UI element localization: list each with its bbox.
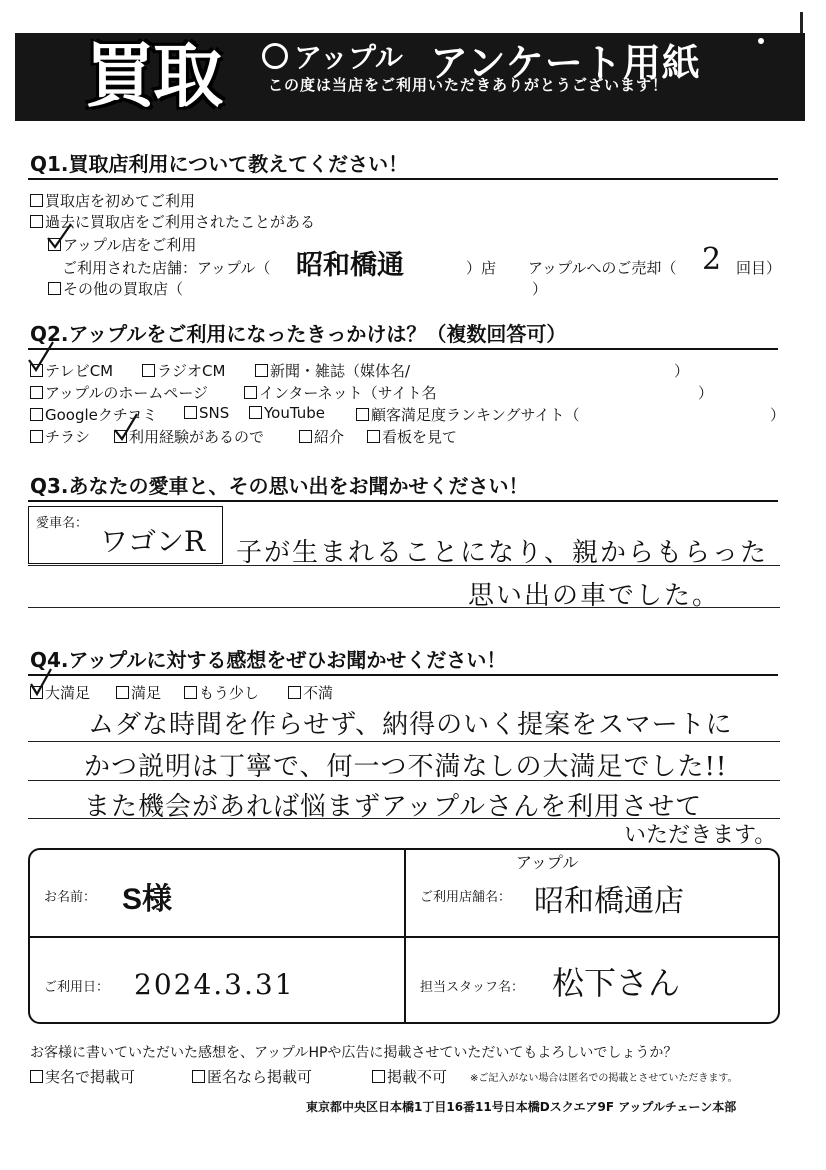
q4-option-somewhat[interactable]	[184, 682, 259, 703]
q2-option-label: 顧客満足度ランキングサイト（	[371, 406, 580, 424]
q2-option-tvcm[interactable]	[30, 360, 113, 381]
checkbox[interactable]	[30, 386, 43, 399]
q1-count-suffix: 回目）	[736, 259, 782, 277]
q1-count-prefix: アップルへのご売却（	[528, 259, 677, 277]
consent-option-label: 匿名なら掲載可	[207, 1068, 313, 1086]
page-title: アンケート用紙	[430, 41, 701, 85]
q2-option-label: SNS	[199, 404, 230, 422]
q2-option-label: チラシ	[45, 428, 91, 446]
q2-row3-close: ）	[770, 406, 786, 424]
checkbox[interactable]	[255, 364, 268, 377]
staff-handwriting[interactable]: 松下さん	[552, 964, 681, 1002]
checkbox[interactable]	[244, 386, 257, 399]
q4-line	[28, 741, 780, 742]
q2-option-signboard[interactable]	[367, 426, 457, 447]
q4-option-label: 満足	[131, 684, 162, 702]
checkbox[interactable]	[30, 430, 43, 443]
checkbox[interactable]	[184, 686, 197, 699]
q1-option-apple-label: アップル店をご利用	[63, 236, 197, 254]
q1-option-other-close: ）	[532, 280, 548, 298]
q1-store-prefix: ご利用された店舗：アップル（	[62, 259, 271, 277]
name-label: お名前：	[44, 890, 97, 905]
q1-store-suffix: ）店	[466, 259, 497, 277]
q2-option-label: ラジオCM	[157, 362, 226, 380]
q2-row2-close: ）	[698, 384, 714, 402]
car-name-handwriting[interactable]: ワゴンR	[100, 525, 206, 558]
store-name-handwriting[interactable]: 昭和橋通店	[534, 884, 684, 919]
q1-option-first[interactable]	[30, 190, 195, 211]
q4-comment-line3[interactable]: また機会があれば悩まずアップルさんを利用させて	[84, 792, 703, 822]
q2-option-ranking[interactable]	[356, 404, 580, 425]
checkbox[interactable]	[288, 686, 301, 699]
consent-option-label: 掲載不可	[387, 1068, 448, 1086]
q1-title: Q1.買取店利用について教えてください！	[30, 152, 409, 176]
checkmark-icon	[112, 412, 140, 442]
checkbox[interactable]	[372, 1070, 385, 1083]
q2-option-label: アップルのホームページ	[45, 384, 209, 402]
q2-option-label: 看板を見て	[382, 428, 458, 446]
q2-option-newspaper[interactable]	[255, 360, 410, 381]
q2-option-label: インターネット（サイト名	[259, 384, 437, 402]
decor-dot	[758, 38, 764, 44]
q2-option-homepage[interactable]	[30, 382, 208, 403]
staff-label: 担当スタッフ名：	[420, 980, 525, 995]
checkbox[interactable]	[30, 364, 43, 377]
q2-option-flyer[interactable]	[30, 426, 90, 447]
q2-option-label: YouTube	[264, 404, 325, 422]
q4-option-label: もう少し	[199, 684, 260, 702]
kaitori-logo-text: 買取	[85, 35, 221, 117]
q1-option-other-label: その他の買取店（	[63, 280, 184, 298]
q2-rule	[28, 348, 778, 350]
store-name-label: ご利用店舗名：	[420, 890, 512, 905]
q4-option-label: 不満	[303, 684, 334, 702]
card-divider-horizontal	[28, 936, 780, 938]
store-name-small[interactable]: アップル	[516, 853, 579, 872]
scan-mark	[800, 12, 803, 34]
q1-count-handwriting[interactable]: 2	[702, 242, 722, 277]
q1-rule	[28, 178, 778, 180]
q3-title: Q3.あなたの愛車と、その思い出をお聞かせください！	[30, 474, 529, 498]
checkbox[interactable]	[30, 408, 43, 421]
q1-option-past-label: 過去に買取店をご利用されたことがある	[45, 213, 316, 231]
consent-option-real-name[interactable]	[30, 1066, 135, 1087]
name-value[interactable]: S様	[122, 883, 173, 916]
q2-option-label: テレビCM	[45, 362, 114, 380]
checkbox[interactable]	[30, 1070, 43, 1083]
q4-option-label: 大満足	[45, 684, 91, 702]
checkbox[interactable]	[142, 364, 155, 377]
q4-option-dissatisfied[interactable]	[288, 682, 333, 703]
q4-title: Q4.アップルに対する感想をぜひお聞かせください！	[30, 648, 507, 672]
q1-store-handwriting[interactable]: 昭和橋通	[296, 250, 404, 281]
consent-option-label: 実名で掲載可	[45, 1068, 136, 1086]
q1-option-first-label: 買取店を初めてご利用	[45, 192, 196, 210]
apple-logo-icon	[262, 43, 288, 69]
q4-option-satisfied[interactable]	[116, 682, 161, 703]
checkbox[interactable]	[299, 430, 312, 443]
q3-memory-line1[interactable]: 子が生まれることになり、親からもらった	[236, 538, 769, 568]
q2-option-radiocm[interactable]	[142, 360, 225, 381]
date-handwriting[interactable]: 2024.3.31	[134, 968, 295, 1001]
q3-memory-line2[interactable]: 思い出の車でした。	[468, 581, 721, 611]
checkbox[interactable]	[192, 1070, 205, 1083]
q2-option-label: 紹介	[314, 428, 345, 446]
checkmark-icon	[44, 222, 74, 250]
apple-logo-text: アップル	[294, 41, 403, 74]
hq-address: 東京都中央区日本橋1丁目16番11号日本橋Dスクエア9F アップルチェーン本部	[306, 1100, 737, 1114]
q2-option-referral[interactable]	[299, 426, 344, 447]
consent-question: お客様に書いていただいた感想を、アップルHPや広告に掲載させていただいてもよろしいでしょうか？	[30, 1045, 678, 1061]
checkbox[interactable]	[184, 406, 197, 419]
checkbox[interactable]	[30, 215, 43, 228]
checkbox[interactable]	[356, 408, 369, 421]
consent-note: ※ご記入がない場合は匿名での掲載とさせていただきます。	[470, 1073, 738, 1084]
q2-option-label: Googleクチコミ	[45, 406, 158, 424]
q3-rule	[28, 500, 778, 502]
consent-option-anonymous[interactable]	[192, 1066, 312, 1087]
q4-comment-line2[interactable]: かつ説明は丁寧で、何一つ不満なしの大満足でした!!	[84, 752, 728, 782]
q2-option-label: 新聞・雑誌（媒体名/	[270, 362, 411, 380]
q2-option-youtube[interactable]	[249, 404, 325, 422]
checkmark-icon	[28, 667, 54, 697]
apple-logo	[262, 36, 403, 76]
checkbox[interactable]	[116, 686, 129, 699]
date-label: ご利用日：	[44, 980, 110, 995]
q4-rule	[28, 674, 778, 676]
checkbox[interactable]	[48, 282, 61, 295]
q2-option-internet[interactable]	[244, 382, 437, 403]
checkbox[interactable]	[367, 430, 380, 443]
q1-option-other[interactable]	[48, 278, 183, 299]
checkbox[interactable]	[249, 406, 262, 419]
car-name-label: 愛車名：	[36, 516, 89, 531]
q2-title: Q2.アップルをご利用になったきっかけは？（複数回答可）	[30, 322, 567, 346]
q4-comment-line4[interactable]: いただきます。	[624, 823, 777, 848]
page-subtitle: この度は当店をご利用いただきありがとうございます！	[268, 76, 669, 94]
q2-option-label: 利用経験があるので	[129, 428, 265, 446]
q4-comment-line1[interactable]: ムダな時間を作らせず、納得のいく提案をスマートに	[88, 710, 733, 740]
q2-row1-close: ）	[674, 362, 690, 380]
consent-option-decline[interactable]	[372, 1066, 447, 1087]
q2-option-sns[interactable]	[184, 404, 229, 422]
checkbox[interactable]	[30, 194, 43, 207]
